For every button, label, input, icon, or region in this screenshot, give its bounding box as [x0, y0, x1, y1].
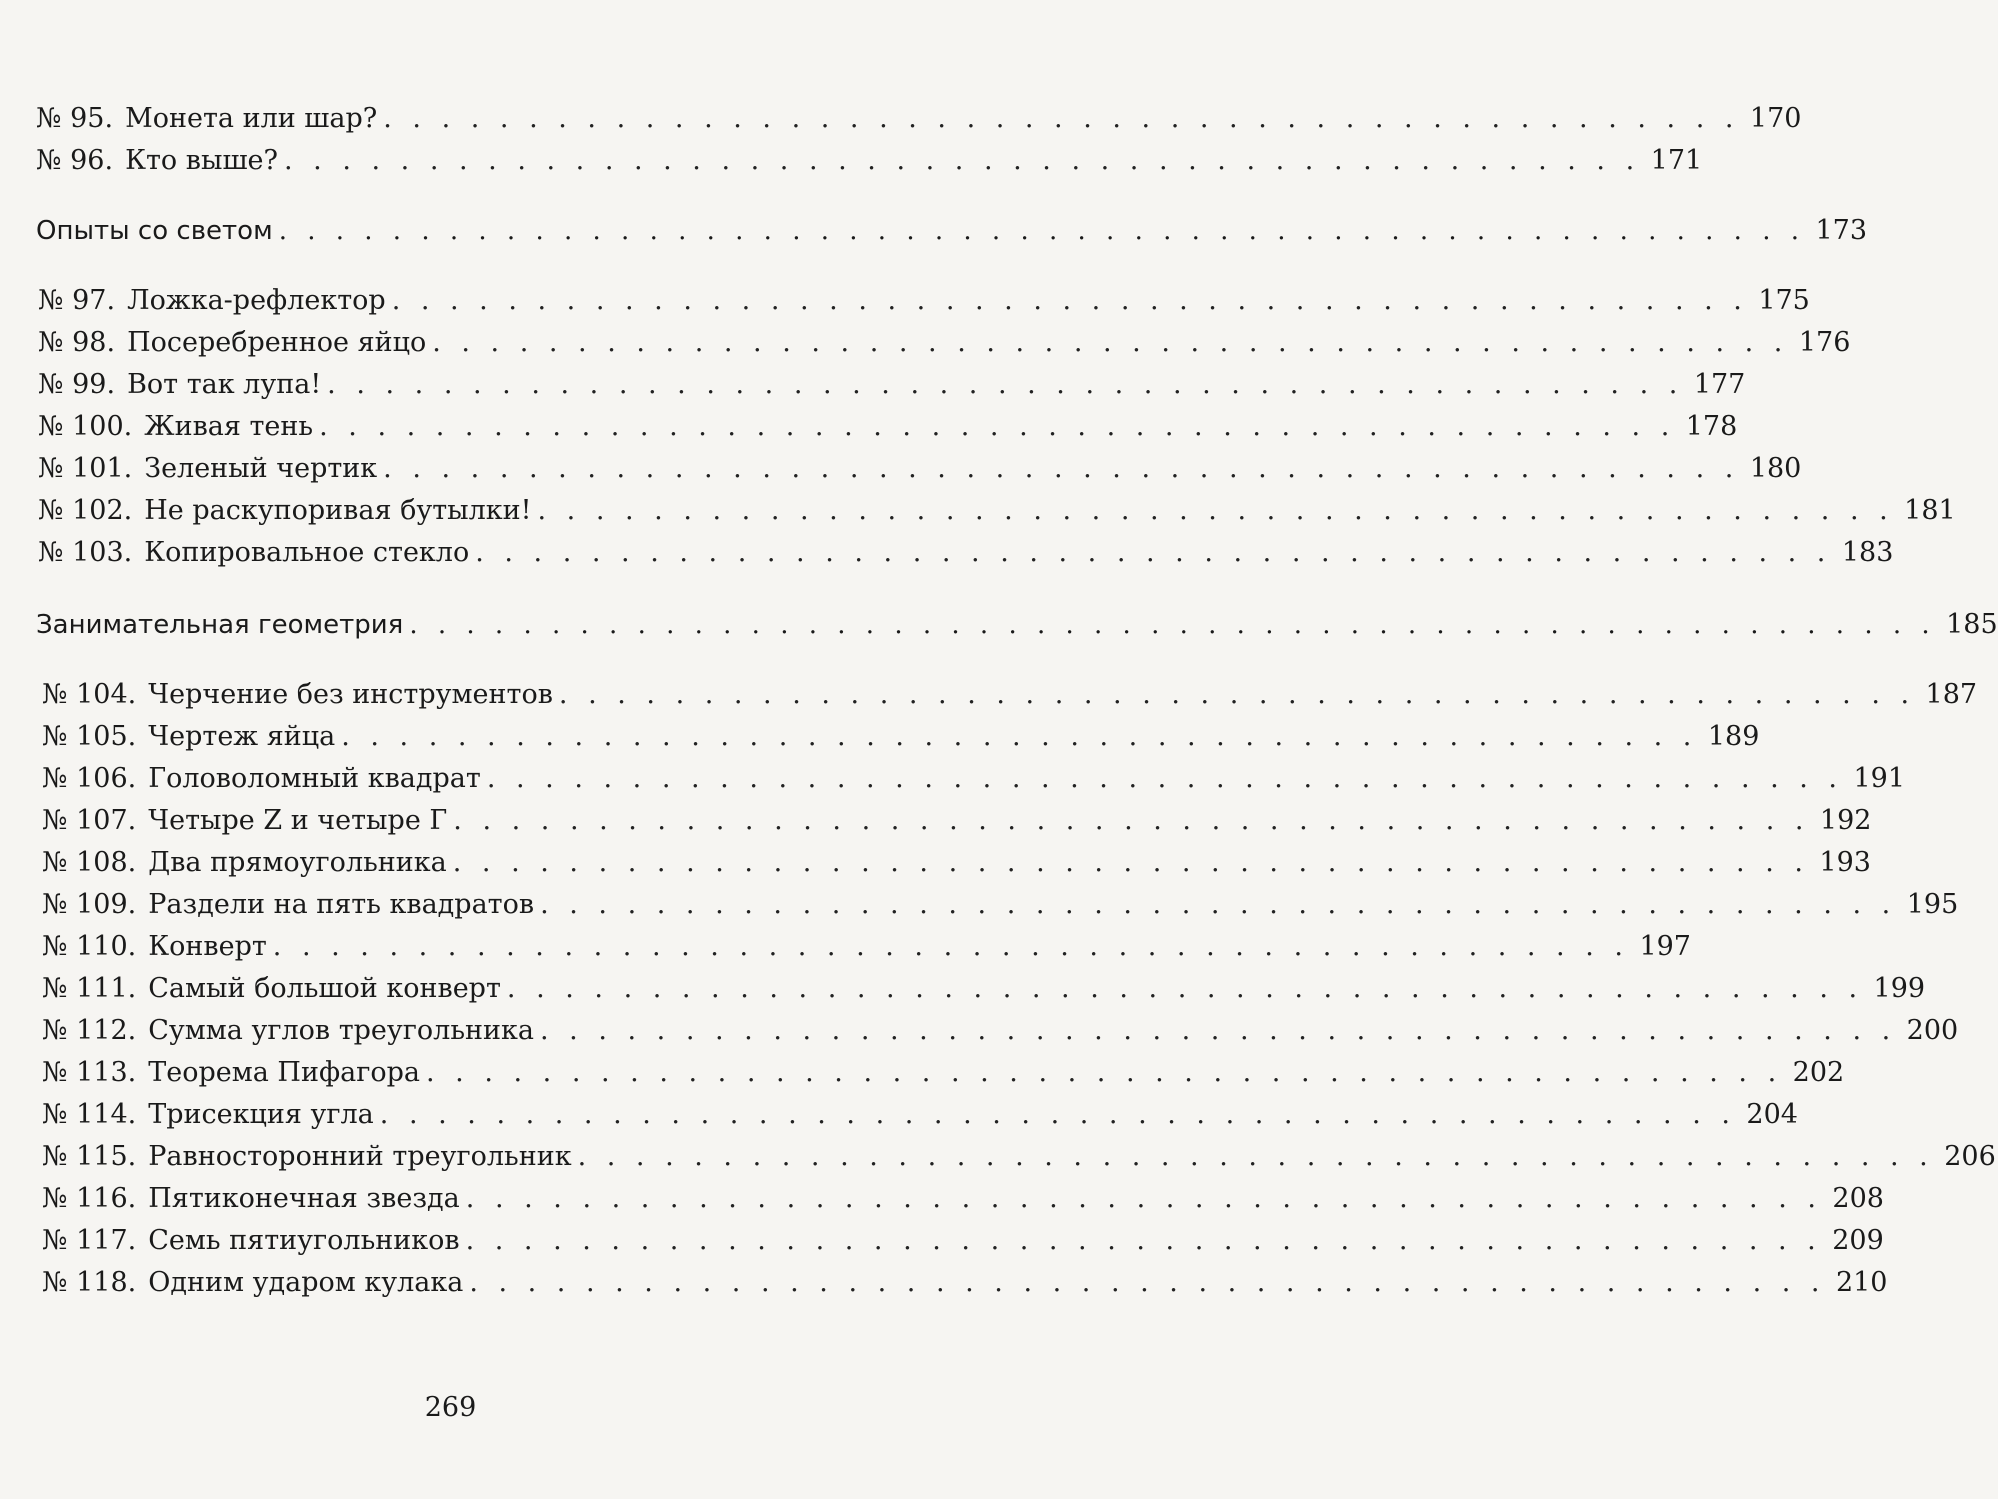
entry-page-number: 204: [1746, 1099, 1798, 1130]
toc-entry: [38, 532, 1894, 574]
toc-entry: [42, 1010, 1959, 1052]
entry-title: Одним ударом кулака: [148, 1267, 464, 1298]
dot-leader: . . . . . . . . . . . . . . . . . . . . . . . . . . . . . . . . . . . . . . . . . . . . . . .: [469, 1267, 1826, 1298]
entry-title: Трисекция угла: [148, 1099, 374, 1130]
entry-number: № 104.: [42, 679, 137, 710]
entry-title: Ложка-рефлектор: [127, 285, 386, 316]
entry-number: № 101.: [38, 453, 133, 484]
page-number-footer: 269: [424, 1392, 477, 1423]
toc-entry: [42, 968, 1926, 1010]
toc-entry: [42, 716, 1760, 758]
entry-title: Посеребренное яйцо: [127, 327, 427, 358]
dot-leader: . . . . . . . . . . . . . . . . . . . . . . . . . . . . . . . . . . . . . . . . . . . . . . .: [506, 973, 1864, 1004]
dot-leader: . . . . . . . . . . . . . . . . . . . . . . . . . . . . . . . . . . . . . . . . . . . . . . .: [558, 679, 1916, 710]
dot-leader: . . . . . . . . . . . . . . . . . . . . . . . . . . . . . . . . . . . . . . . . . . . . . . .: [540, 1015, 1897, 1046]
dot-leader: . . . . . . . . . . . . . . . . . . . . . . . . . . . . . . . . . . . . . . . . . . . . . . .: [426, 1057, 1783, 1088]
entry-number: № 112.: [42, 1015, 137, 1046]
entry-title: Кто выше?: [125, 145, 278, 176]
entry-page-number: 197: [1639, 931, 1691, 962]
toc-entry: [38, 364, 1746, 406]
entry-number: № 107.: [42, 805, 137, 836]
entry-number: № 113.: [42, 1057, 137, 1088]
entry-title: Пятиконечная звезда: [148, 1183, 460, 1214]
entry-title: Четыре Z и четыре Г: [148, 805, 448, 836]
entry-title: Монета или шар?: [125, 103, 378, 134]
entry-number: № 114.: [42, 1099, 137, 1130]
toc-entry: [38, 406, 1738, 448]
toc-group-2: [38, 280, 1956, 574]
entry-title: Самый большой конверт: [148, 973, 501, 1004]
entry-number: № 96.: [36, 145, 114, 176]
entry-page-number: 191: [1853, 763, 1906, 794]
section-page-number: 185: [1946, 609, 1998, 640]
entry-page-number: 171: [1650, 145, 1703, 176]
entry-title: Раздели на пять квадратов: [148, 889, 535, 920]
entry-page-number: 175: [1758, 285, 1810, 316]
entry-title: Копировальное стекло: [144, 537, 470, 568]
entry-page-number: 208: [1832, 1183, 1884, 1214]
toc-entry: [42, 1052, 1845, 1094]
toc-entry: [38, 280, 1810, 322]
entry-page-number: 180: [1749, 453, 1802, 484]
toc-entry: [38, 448, 1802, 490]
toc-entry: [36, 98, 1802, 140]
entry-number: № 103.: [38, 537, 133, 568]
toc-entry: [42, 1136, 1996, 1178]
entry-title: Теорема Пифагора: [148, 1057, 420, 1088]
dot-leader: . . . . . . . . . . . . . . . . . . . . . . . . . . . . . . . . . . . . . . . . . . . . . . .: [379, 1099, 1736, 1130]
entry-number: № 108.: [42, 847, 137, 878]
toc-entry: [42, 1178, 1884, 1220]
entry-number: № 102.: [38, 495, 133, 526]
entry-title: Не раскупоривая бутылки!: [144, 495, 532, 526]
toc-entry: [42, 674, 1978, 716]
entry-number: № 109.: [42, 889, 137, 920]
toc-entry: [38, 322, 1851, 364]
entry-title: Сумма углов треугольника: [148, 1015, 535, 1046]
entry-number: № 100.: [38, 411, 133, 442]
entry-page-number: 170: [1749, 103, 1802, 134]
section-title: Занимательная геометрия: [36, 610, 404, 640]
entry-number: № 98.: [38, 327, 116, 358]
dot-leader: . . . . . . . . . . . . . . . . . . . . . . . . . . . . . . . . . . . . . . . . . . . . . . .: [540, 889, 1897, 920]
dot-leader: . . . . . . . . . . . . . . . . . . . . . . . . . . . . . . . . . . . . . . . . . . . . . . .: [391, 285, 1748, 316]
section-heading-geometry: [36, 604, 1998, 646]
toc-group-3: [42, 674, 1996, 1304]
entry-page-number: 210: [1835, 1267, 1888, 1298]
dot-leader: . . . . . . . . . . . . . . . . . . . . . . . . . . . . . . . . . . . . . . . . . . . . . . .: [383, 453, 1740, 484]
entry-title: Вот так лупа!: [127, 369, 322, 400]
toc-entry: [42, 842, 1871, 884]
entry-number: № 105.: [42, 721, 137, 752]
dot-leader: . . . . . . . . . . . . . . . . . . . . . . . . . . . . . . . . . . . . . . . . . . . . . . .: [486, 763, 1844, 794]
dot-leader: . . . . . . . . . . . . . . . . . . . . . . . . . . . . . . . . . . . . . . . . . . . . . . .: [537, 495, 1894, 526]
section-heading-light: [36, 210, 1868, 252]
entry-title: Головоломный квадрат: [148, 763, 481, 794]
entry-page-number: 195: [1906, 889, 1959, 920]
entry-page-number: 206: [1944, 1141, 1996, 1172]
entry-number: № 115.: [42, 1141, 137, 1172]
entry-title: Черчение без инструментов: [148, 679, 553, 710]
entry-number: № 117.: [42, 1225, 137, 1256]
dot-leader: . . . . . . . . . . . . . . . . . . . . . . . . . . . . . . . . . . . . . . . . . . . . . . .: [383, 103, 1740, 134]
entry-number: № 99.: [38, 369, 116, 400]
entry-page-number: 178: [1685, 411, 1738, 442]
entry-title: Конверт: [148, 931, 267, 962]
entry-page-number: 199: [1873, 973, 1926, 1004]
toc-entry: [38, 490, 1956, 532]
dot-leader: . . . . . . . . . . . . . . . . . . . . . . . . . . . . . . . . . . . . . . . . . . . . . . .: [341, 721, 1698, 752]
entry-title: Живая тень: [144, 411, 314, 442]
dot-leader: . . . . . . . . . . . . . . . . . . . . . . . . . . . . . . . . . . . . . . . . . . . . . . .: [577, 1141, 1934, 1172]
dot-leader: . . . . . . . . . . . . . . . . . . . . . . . . . . . . . . . . . . . . . . . . . . . . . . .: [475, 537, 1832, 568]
spacer: [36, 182, 806, 210]
spacer: [36, 646, 806, 674]
entry-number: № 118.: [42, 1267, 137, 1298]
entry-page-number: 189: [1707, 721, 1760, 752]
spacer: [36, 574, 806, 604]
entry-page-number: 202: [1792, 1057, 1845, 1088]
dot-leader: . . . . . . . . . . . . . . . . . . . . . . . . . . . . . . . . . . . . . . . . . . . . . . .: [465, 1183, 1822, 1214]
toc-entry: [42, 1094, 1798, 1136]
entry-page-number: 183: [1841, 537, 1894, 568]
dot-leader: . . . . . . . . . . . . . . . . . . . . . . . . . . . . . . . . . . . . . . . . . . . . . . .: [465, 1225, 1822, 1256]
dot-leader: . . . . . . . . . . . . . . . . . . . . . . . . . . . . . . . . . . . . . . . . . . . . . . .: [272, 931, 1629, 962]
toc-entry: [42, 800, 1872, 842]
dot-leader: . . . . . . . . . . . . . . . . . . . . . . . . . . . . . . . . . . . . . . . . . . . . . . .: [453, 805, 1810, 836]
entry-title: Два прямоугольника: [148, 847, 447, 878]
entry-page-number: 209: [1832, 1225, 1884, 1256]
entry-number: № 110.: [42, 931, 137, 962]
entry-number: № 116.: [42, 1183, 137, 1214]
toc-entry: [42, 1262, 1888, 1304]
toc-entry: [42, 1220, 1884, 1262]
toc-entry: [36, 140, 1703, 182]
dot-leader: . . . . . . . . . . . . . . . . . . . . . . . . . . . . . . . . . . . . . . . . . . . . . . . . . . . . . .: [409, 610, 1936, 640]
entry-page-number: 192: [1819, 805, 1872, 836]
dot-leader: . . . . . . . . . . . . . . . . . . . . . . . . . . . . . . . . . . . . . . . . . . . . . . .: [432, 327, 1789, 358]
dot-leader: . . . . . . . . . . . . . . . . . . . . . . . . . . . . . . . . . . . . . . . . . . . . . . . . . . . . . .: [278, 216, 1806, 246]
toc-group-1: [36, 98, 1802, 182]
entry-page-number: 181: [1904, 495, 1956, 526]
entry-page-number: 200: [1906, 1015, 1959, 1046]
entry-page-number: 176: [1798, 327, 1851, 358]
entry-page-number: 193: [1819, 847, 1871, 878]
entry-title: Зеленый чертик: [144, 453, 378, 484]
spacer: [36, 252, 806, 280]
entry-title: Чертеж яйца: [148, 721, 336, 752]
entry-page-number: 187: [1925, 679, 1978, 710]
entry-title: Равносторонний треугольник: [148, 1141, 572, 1172]
toc-entry: [42, 884, 1959, 926]
entry-page-number: 177: [1693, 369, 1746, 400]
dot-leader: . . . . . . . . . . . . . . . . . . . . . . . . . . . . . . . . . . . . . . . . . . . . . . .: [327, 369, 1684, 400]
toc-entry: [42, 758, 1906, 800]
entry-number: № 106.: [42, 763, 137, 794]
table-of-contents: [36, 98, 1998, 1304]
dot-leader: . . . . . . . . . . . . . . . . . . . . . . . . . . . . . . . . . . . . . . . . . . . . . . .: [319, 411, 1676, 442]
entry-number: № 97.: [38, 285, 116, 316]
entry-number: № 95.: [36, 103, 114, 134]
section-page-number: 173: [1815, 215, 1868, 246]
section-title: Опыты со светом: [36, 216, 273, 246]
toc-entry: [42, 926, 1691, 968]
dot-leader: . . . . . . . . . . . . . . . . . . . . . . . . . . . . . . . . . . . . . . . . . . . . . . .: [284, 145, 1641, 176]
entry-title: Семь пятиугольников: [148, 1225, 460, 1256]
dot-leader: . . . . . . . . . . . . . . . . . . . . . . . . . . . . . . . . . . . . . . . . . . . . . . .: [452, 847, 1809, 878]
entry-number: № 111.: [42, 973, 137, 1004]
